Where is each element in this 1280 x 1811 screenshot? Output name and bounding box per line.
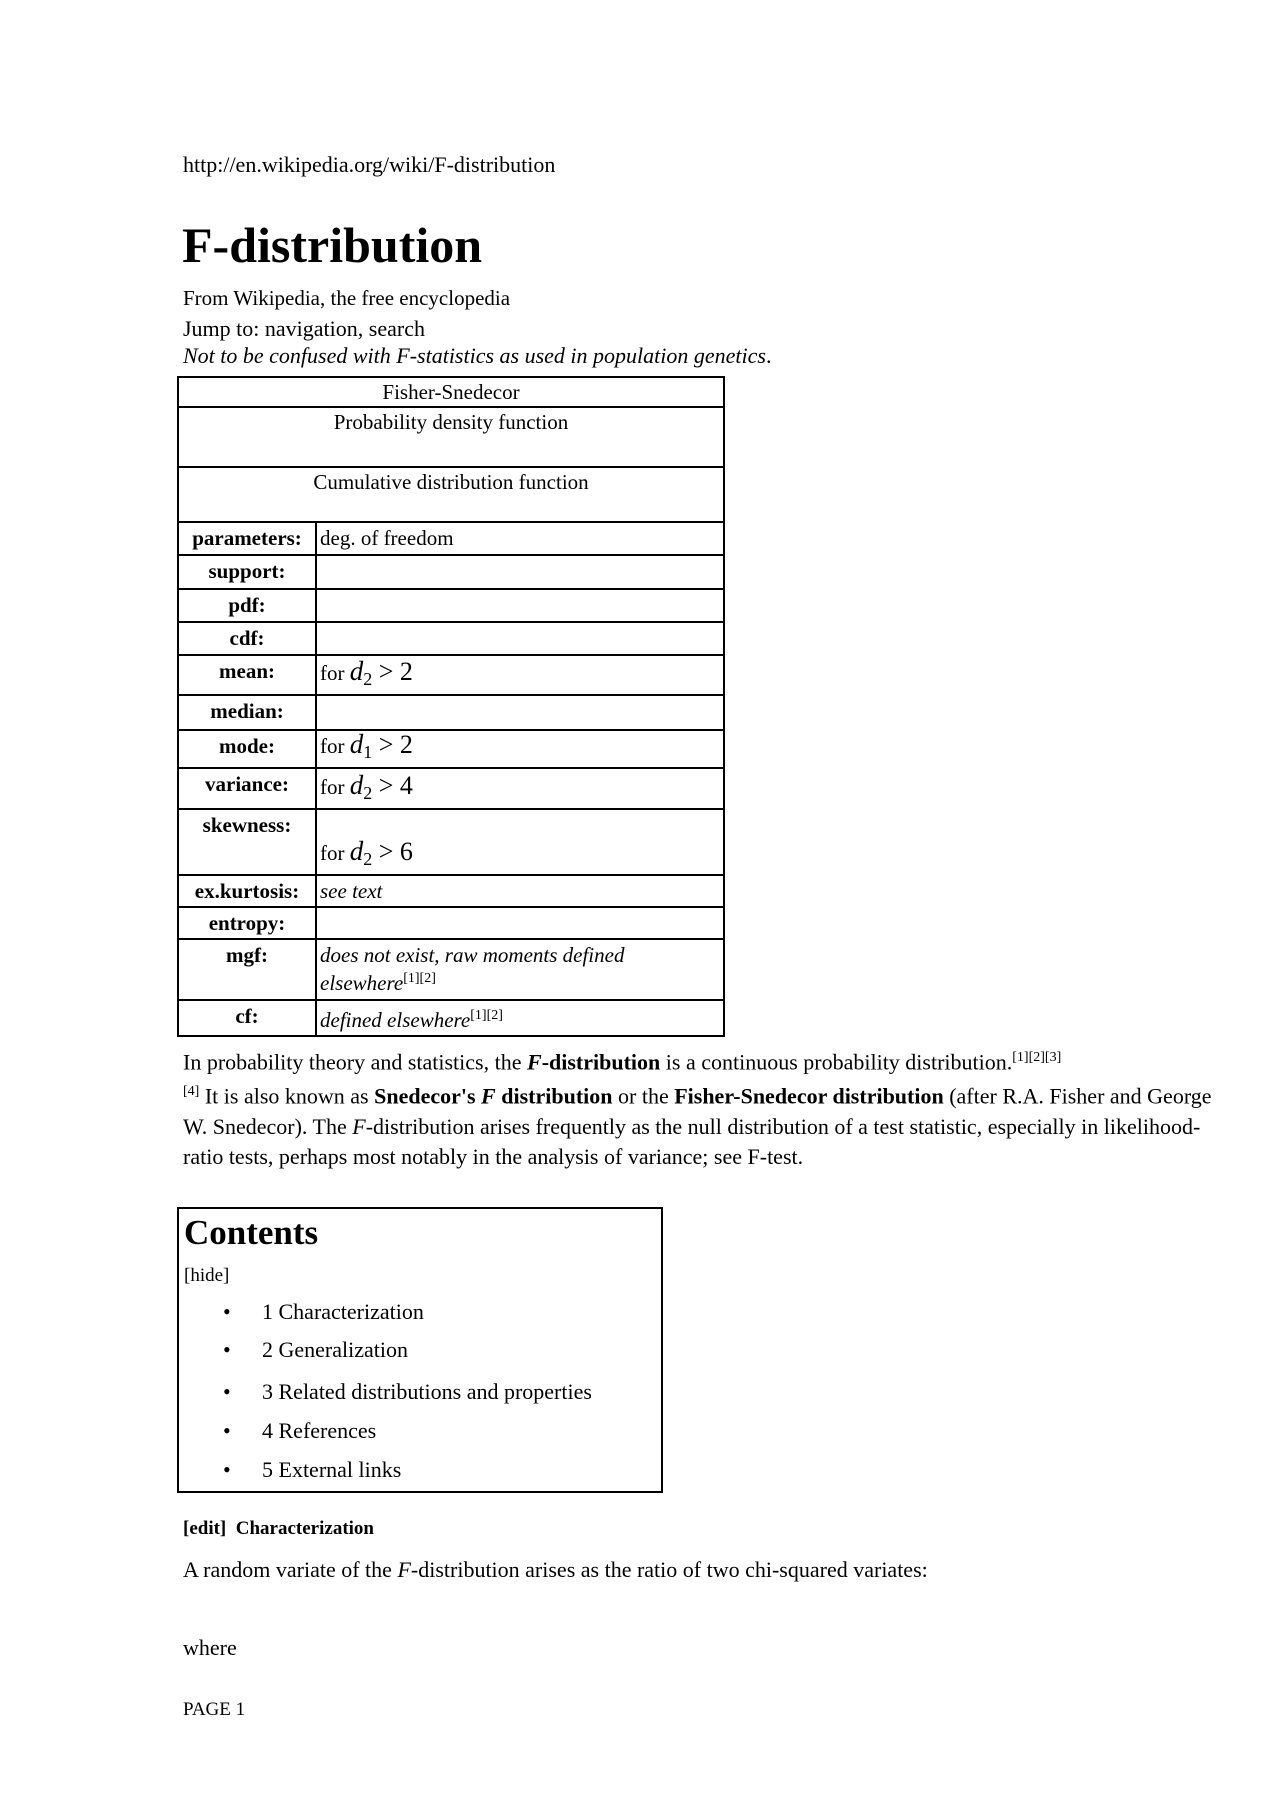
edit-link[interactable]: [edit] [183, 1518, 227, 1539]
infobox-row [178, 522, 724, 555]
infobox-value [316, 555, 724, 589]
infobox-row [178, 555, 724, 589]
section-title: Characterization [235, 1518, 374, 1539]
infobox-label: mean: [178, 655, 316, 695]
infobox-value: for $d_2 > 4$ [316, 768, 724, 809]
hatnote-period: . [765, 343, 772, 368]
infobox-label: variance: [178, 768, 316, 809]
infobox-row [178, 655, 724, 695]
infobox-row [178, 589, 724, 622]
infobox-row [178, 809, 724, 875]
infobox-label: mgf: [178, 939, 316, 1000]
pdf-caption: Probability density function [178, 407, 724, 467]
infobox-value: does not exist, raw moments defined elsewhere[1][2] [316, 939, 724, 1000]
toc-link[interactable]: 5 External links [262, 1457, 402, 1482]
subtitle: From Wikipedia, the free encyclopedia [183, 286, 511, 310]
source-url[interactable]: http://en.wikipedia.org/wiki/F-distribution [183, 152, 556, 177]
infobox-label: mode: [178, 730, 316, 768]
infobox-value: for $d_2 > 2$ [316, 655, 724, 695]
table-of-contents [177, 1207, 663, 1493]
infobox-row [178, 907, 724, 939]
infobox-value [316, 695, 724, 730]
where-text: where [183, 1635, 237, 1660]
infobox-row [178, 1000, 724, 1036]
page-title: F-distribution [182, 217, 483, 273]
intro-paragraph: In probability theory and statistics, the F-distribution is a continuous probability distribution.[1][2][3] [4] It is also known as Snedecor's F distribution or the Fisher-Snedecor distribution (after R.A. Fisher and George W. Snedecor). The F-distribution arises frequently as the null distribution of a test statistic, especially in likelihood-ratio tests, perhaps most notably in the analysis of variance; see F-test. [183, 1049, 1212, 1169]
navigation-link[interactable]: navigation [264, 316, 358, 341]
f-statistics-link[interactable]: F-statistics [396, 343, 495, 368]
contents-heading: Contents [184, 1213, 319, 1252]
bullet-icon: • [223, 1337, 231, 1362]
cdf-caption: Cumulative distribution function [178, 467, 724, 522]
infobox-row [178, 875, 724, 907]
bullet-icon: • [223, 1418, 231, 1443]
infobox-row [178, 622, 724, 655]
infobox-row [178, 939, 724, 1000]
infobox-label: support: [178, 555, 316, 589]
jump-sep: , [357, 316, 369, 341]
jump-links [183, 316, 425, 342]
infobox-row [178, 730, 724, 768]
page-number: PAGE 1 [183, 1699, 246, 1720]
infobox-value: deg. of freedom [316, 522, 724, 555]
search-link[interactable]: search [368, 316, 425, 341]
infobox-value: see text [316, 875, 724, 907]
bullet-icon: • [223, 1299, 231, 1324]
hatnote-text: Not to be confused with [183, 343, 397, 368]
toc-link[interactable]: 1 Characterization [262, 1299, 424, 1324]
infobox-label: entropy: [178, 907, 316, 939]
hatnote [183, 343, 771, 369]
infobox-label: parameters: [178, 522, 316, 555]
infobox-label: skewness: [178, 809, 316, 875]
infobox-label: ex.kurtosis: [178, 875, 316, 907]
citation[interactable]: [1][2] [470, 1008, 503, 1023]
infobox-label: pdf: [178, 589, 316, 622]
infobox-value: defined elsewhere[1][2] [316, 1000, 724, 1036]
hatnote-text: as used in population genetics [494, 343, 766, 368]
infobox-value: for $d_1 > 2$ [316, 730, 724, 768]
toc-link[interactable]: 4 References [262, 1418, 377, 1443]
citation[interactable]: [1][2][3] [1012, 1050, 1062, 1065]
infobox-row [178, 768, 724, 809]
infobox-value [316, 907, 724, 939]
bullet-icon: • [223, 1379, 231, 1404]
section-heading [183, 1518, 374, 1540]
infobox-label: cf: [178, 1000, 316, 1036]
infobox-value: for $d_2 > 6$ [316, 809, 724, 875]
infobox [177, 376, 725, 1037]
bullet-icon: • [223, 1457, 231, 1482]
toc-link[interactable]: 2 Generalization [262, 1337, 408, 1362]
infobox-value [316, 622, 724, 655]
infobox-value [316, 589, 724, 622]
infobox-label: cdf: [178, 622, 316, 655]
citation[interactable]: [4] [183, 1084, 200, 1100]
characterization-text: A random variate of the F-distribution arises as the ratio of two chi-squared variates: [183, 1557, 928, 1582]
jump-prefix: Jump to: [183, 316, 265, 341]
hide-toggle[interactable]: [hide] [184, 1265, 230, 1286]
citation[interactable]: [1][2] [403, 971, 436, 986]
infobox-row [178, 695, 724, 730]
infobox-name: Fisher-Snedecor [178, 377, 724, 407]
infobox-label: median: [178, 695, 316, 730]
toc-link[interactable]: 3 Related distributions and properties [262, 1379, 592, 1404]
